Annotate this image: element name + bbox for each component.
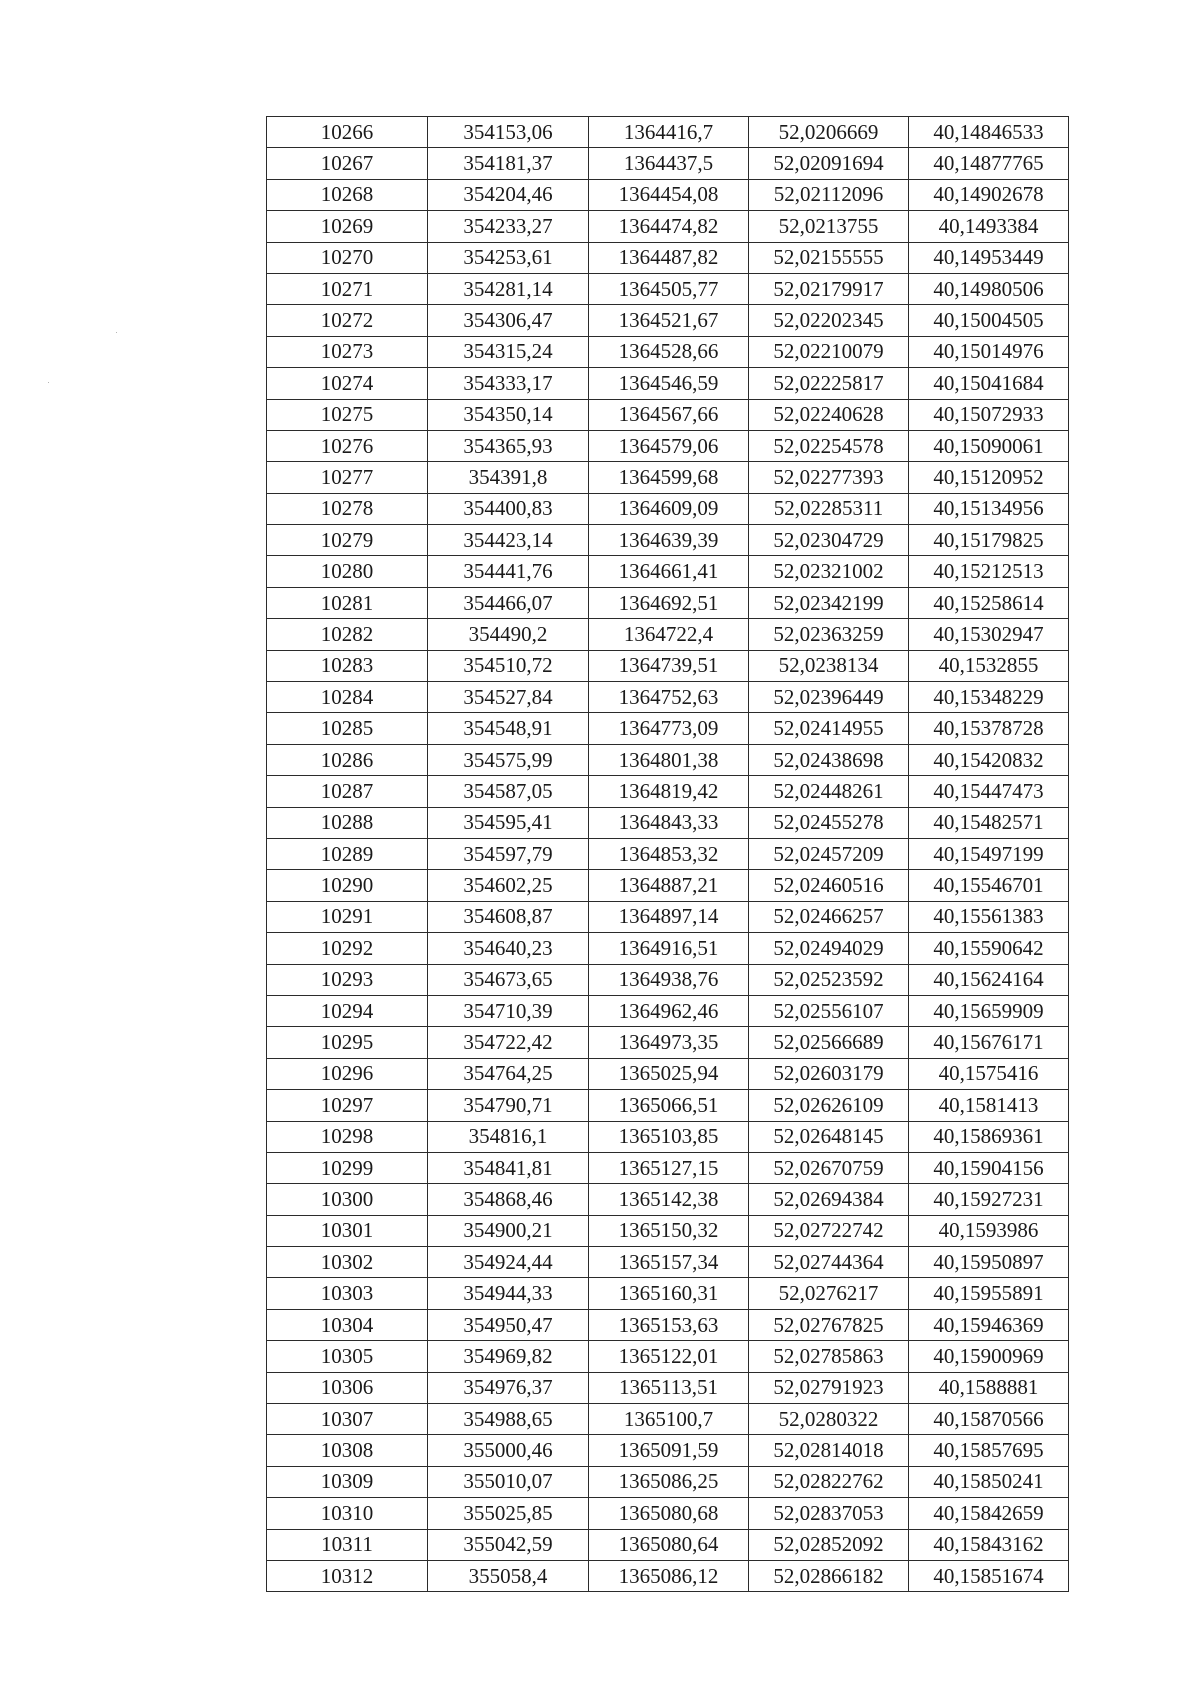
table-row bbox=[267, 179, 1069, 210]
x-coordinate-cell: 354790,71 bbox=[428, 1090, 589, 1121]
longitude-cell: 40,14980506 bbox=[909, 273, 1069, 304]
point-number-cell: 10302 bbox=[267, 1247, 428, 1278]
table-row bbox=[267, 399, 1069, 430]
y-coordinate-cell: 1364437,5 bbox=[589, 148, 749, 179]
table-row bbox=[267, 901, 1069, 932]
x-coordinate-cell: 354944,33 bbox=[428, 1278, 589, 1309]
table-row bbox=[267, 148, 1069, 179]
latitude-cell: 52,02648145 bbox=[749, 1121, 909, 1152]
latitude-cell: 52,02460516 bbox=[749, 870, 909, 901]
table-row bbox=[267, 682, 1069, 713]
x-coordinate-cell: 354333,17 bbox=[428, 368, 589, 399]
point-number-cell: 10312 bbox=[267, 1560, 428, 1591]
x-coordinate-cell: 355042,59 bbox=[428, 1529, 589, 1560]
table-row bbox=[267, 336, 1069, 367]
x-coordinate-cell: 354764,25 bbox=[428, 1058, 589, 1089]
point-number-cell: 10269 bbox=[267, 211, 428, 242]
table-row bbox=[267, 776, 1069, 807]
longitude-cell: 40,15624164 bbox=[909, 964, 1069, 995]
table-row bbox=[267, 556, 1069, 587]
latitude-cell: 52,02767825 bbox=[749, 1309, 909, 1340]
table-row bbox=[267, 744, 1069, 775]
x-coordinate-cell: 354969,82 bbox=[428, 1341, 589, 1372]
y-coordinate-cell: 1364505,77 bbox=[589, 273, 749, 304]
x-coordinate-cell: 354306,47 bbox=[428, 305, 589, 336]
x-coordinate-cell: 354673,65 bbox=[428, 964, 589, 995]
table-row bbox=[267, 117, 1069, 148]
latitude-cell: 52,02603179 bbox=[749, 1058, 909, 1089]
point-number-cell: 10289 bbox=[267, 838, 428, 869]
table-row bbox=[267, 211, 1069, 242]
longitude-cell: 40,1581413 bbox=[909, 1090, 1069, 1121]
point-number-cell: 10291 bbox=[267, 901, 428, 932]
x-coordinate-cell: 354988,65 bbox=[428, 1404, 589, 1435]
longitude-cell: 40,15851674 bbox=[909, 1560, 1069, 1591]
longitude-cell: 40,15212513 bbox=[909, 556, 1069, 587]
latitude-cell: 52,02837053 bbox=[749, 1498, 909, 1529]
longitude-cell: 40,15348229 bbox=[909, 682, 1069, 713]
y-coordinate-cell: 1364887,21 bbox=[589, 870, 749, 901]
latitude-cell: 52,02722742 bbox=[749, 1215, 909, 1246]
x-coordinate-cell: 354816,1 bbox=[428, 1121, 589, 1152]
y-coordinate-cell: 1364567,66 bbox=[589, 399, 749, 430]
point-number-cell: 10308 bbox=[267, 1435, 428, 1466]
longitude-cell: 40,15561383 bbox=[909, 901, 1069, 932]
point-number-cell: 10298 bbox=[267, 1121, 428, 1152]
point-number-cell: 10309 bbox=[267, 1466, 428, 1497]
y-coordinate-cell: 1364692,51 bbox=[589, 587, 749, 618]
x-coordinate-cell: 354153,06 bbox=[428, 117, 589, 148]
x-coordinate-cell: 355025,85 bbox=[428, 1498, 589, 1529]
x-coordinate-cell: 354595,41 bbox=[428, 807, 589, 838]
table-row bbox=[267, 1560, 1069, 1591]
table-row bbox=[267, 1027, 1069, 1058]
y-coordinate-cell: 1364546,59 bbox=[589, 368, 749, 399]
point-number-cell: 10266 bbox=[267, 117, 428, 148]
table-row bbox=[267, 1058, 1069, 1089]
y-coordinate-cell: 1364843,33 bbox=[589, 807, 749, 838]
latitude-cell: 52,02321002 bbox=[749, 556, 909, 587]
x-coordinate-cell: 354181,37 bbox=[428, 148, 589, 179]
y-coordinate-cell: 1364579,06 bbox=[589, 430, 749, 461]
latitude-cell: 52,0280322 bbox=[749, 1404, 909, 1435]
table-row bbox=[267, 807, 1069, 838]
latitude-cell: 52,02342199 bbox=[749, 587, 909, 618]
longitude-cell: 40,15946369 bbox=[909, 1309, 1069, 1340]
y-coordinate-cell: 1364487,82 bbox=[589, 242, 749, 273]
latitude-cell: 52,02112096 bbox=[749, 179, 909, 210]
longitude-cell: 40,15904156 bbox=[909, 1152, 1069, 1183]
y-coordinate-cell: 1364739,51 bbox=[589, 650, 749, 681]
point-number-cell: 10296 bbox=[267, 1058, 428, 1089]
point-number-cell: 10282 bbox=[267, 619, 428, 650]
table-row bbox=[267, 1152, 1069, 1183]
longitude-cell: 40,15659909 bbox=[909, 995, 1069, 1026]
table-row bbox=[267, 1309, 1069, 1340]
latitude-cell: 52,02304729 bbox=[749, 525, 909, 556]
x-coordinate-cell: 354597,79 bbox=[428, 838, 589, 869]
x-coordinate-cell: 354253,61 bbox=[428, 242, 589, 273]
y-coordinate-cell: 1365080,68 bbox=[589, 1498, 749, 1529]
x-coordinate-cell: 354510,72 bbox=[428, 650, 589, 681]
x-coordinate-cell: 354281,14 bbox=[428, 273, 589, 304]
longitude-cell: 40,15869361 bbox=[909, 1121, 1069, 1152]
table-row bbox=[267, 525, 1069, 556]
longitude-cell: 40,15870566 bbox=[909, 1404, 1069, 1435]
point-number-cell: 10276 bbox=[267, 430, 428, 461]
y-coordinate-cell: 1364973,35 bbox=[589, 1027, 749, 1058]
longitude-cell: 40,15179825 bbox=[909, 525, 1069, 556]
coordinate-table bbox=[266, 116, 1069, 1592]
point-number-cell: 10285 bbox=[267, 713, 428, 744]
latitude-cell: 52,02225817 bbox=[749, 368, 909, 399]
y-coordinate-cell: 1365066,51 bbox=[589, 1090, 749, 1121]
x-coordinate-cell: 354391,8 bbox=[428, 462, 589, 493]
y-coordinate-cell: 1364474,82 bbox=[589, 211, 749, 242]
x-coordinate-cell: 354710,39 bbox=[428, 995, 589, 1026]
longitude-cell: 40,14902678 bbox=[909, 179, 1069, 210]
point-number-cell: 10297 bbox=[267, 1090, 428, 1121]
longitude-cell: 40,1575416 bbox=[909, 1058, 1069, 1089]
point-number-cell: 10274 bbox=[267, 368, 428, 399]
table-row bbox=[267, 619, 1069, 650]
latitude-cell: 52,0238134 bbox=[749, 650, 909, 681]
y-coordinate-cell: 1365100,7 bbox=[589, 1404, 749, 1435]
point-number-cell: 10305 bbox=[267, 1341, 428, 1372]
y-coordinate-cell: 1364639,39 bbox=[589, 525, 749, 556]
x-coordinate-cell: 354423,14 bbox=[428, 525, 589, 556]
x-coordinate-cell: 354548,91 bbox=[428, 713, 589, 744]
table-row bbox=[267, 1466, 1069, 1497]
y-coordinate-cell: 1364819,42 bbox=[589, 776, 749, 807]
latitude-cell: 52,02179917 bbox=[749, 273, 909, 304]
point-number-cell: 10271 bbox=[267, 273, 428, 304]
y-coordinate-cell: 1365113,51 bbox=[589, 1372, 749, 1403]
point-number-cell: 10292 bbox=[267, 933, 428, 964]
point-number-cell: 10295 bbox=[267, 1027, 428, 1058]
y-coordinate-cell: 1364416,7 bbox=[589, 117, 749, 148]
x-coordinate-cell: 354233,27 bbox=[428, 211, 589, 242]
latitude-cell: 52,02694384 bbox=[749, 1184, 909, 1215]
y-coordinate-cell: 1365153,63 bbox=[589, 1309, 749, 1340]
latitude-cell: 52,02285311 bbox=[749, 493, 909, 524]
table-row bbox=[267, 713, 1069, 744]
table-row bbox=[267, 305, 1069, 336]
table-row bbox=[267, 1247, 1069, 1278]
y-coordinate-cell: 1364801,38 bbox=[589, 744, 749, 775]
longitude-cell: 40,15482571 bbox=[909, 807, 1069, 838]
y-coordinate-cell: 1364528,66 bbox=[589, 336, 749, 367]
x-coordinate-cell: 354490,2 bbox=[428, 619, 589, 650]
point-number-cell: 10281 bbox=[267, 587, 428, 618]
table-row bbox=[267, 1090, 1069, 1121]
longitude-cell: 40,15120952 bbox=[909, 462, 1069, 493]
latitude-cell: 52,02363259 bbox=[749, 619, 909, 650]
latitude-cell: 52,02814018 bbox=[749, 1435, 909, 1466]
longitude-cell: 40,15950897 bbox=[909, 1247, 1069, 1278]
y-coordinate-cell: 1364938,76 bbox=[589, 964, 749, 995]
x-coordinate-cell: 354204,46 bbox=[428, 179, 589, 210]
latitude-cell: 52,02466257 bbox=[749, 901, 909, 932]
point-number-cell: 10275 bbox=[267, 399, 428, 430]
x-coordinate-cell: 354608,87 bbox=[428, 901, 589, 932]
point-number-cell: 10306 bbox=[267, 1372, 428, 1403]
y-coordinate-cell: 1364752,63 bbox=[589, 682, 749, 713]
x-coordinate-cell: 355010,07 bbox=[428, 1466, 589, 1497]
y-coordinate-cell: 1365080,64 bbox=[589, 1529, 749, 1560]
longitude-cell: 40,14877765 bbox=[909, 148, 1069, 179]
point-number-cell: 10299 bbox=[267, 1152, 428, 1183]
x-coordinate-cell: 354950,47 bbox=[428, 1309, 589, 1340]
y-coordinate-cell: 1364599,68 bbox=[589, 462, 749, 493]
longitude-cell: 40,15378728 bbox=[909, 713, 1069, 744]
latitude-cell: 52,0276217 bbox=[749, 1278, 909, 1309]
y-coordinate-cell: 1365160,31 bbox=[589, 1278, 749, 1309]
point-number-cell: 10280 bbox=[267, 556, 428, 587]
table-row bbox=[267, 242, 1069, 273]
point-number-cell: 10270 bbox=[267, 242, 428, 273]
longitude-cell: 40,15927231 bbox=[909, 1184, 1069, 1215]
table-row bbox=[267, 430, 1069, 461]
x-coordinate-cell: 354640,23 bbox=[428, 933, 589, 964]
table-row bbox=[267, 1372, 1069, 1403]
latitude-cell: 52,02822762 bbox=[749, 1466, 909, 1497]
latitude-cell: 52,02210079 bbox=[749, 336, 909, 367]
point-number-cell: 10286 bbox=[267, 744, 428, 775]
point-number-cell: 10300 bbox=[267, 1184, 428, 1215]
y-coordinate-cell: 1364962,46 bbox=[589, 995, 749, 1026]
latitude-cell: 52,02396449 bbox=[749, 682, 909, 713]
table-row bbox=[267, 995, 1069, 1026]
point-number-cell: 10307 bbox=[267, 1404, 428, 1435]
longitude-cell: 40,15590642 bbox=[909, 933, 1069, 964]
y-coordinate-cell: 1364521,67 bbox=[589, 305, 749, 336]
latitude-cell: 52,02866182 bbox=[749, 1560, 909, 1591]
x-coordinate-cell: 354466,07 bbox=[428, 587, 589, 618]
y-coordinate-cell: 1364454,08 bbox=[589, 179, 749, 210]
table-row bbox=[267, 964, 1069, 995]
x-coordinate-cell: 354365,93 bbox=[428, 430, 589, 461]
longitude-cell: 40,1593986 bbox=[909, 1215, 1069, 1246]
longitude-cell: 40,15014976 bbox=[909, 336, 1069, 367]
latitude-cell: 52,02438698 bbox=[749, 744, 909, 775]
latitude-cell: 52,02240628 bbox=[749, 399, 909, 430]
table-row bbox=[267, 838, 1069, 869]
x-coordinate-cell: 354400,83 bbox=[428, 493, 589, 524]
longitude-cell: 40,15134956 bbox=[909, 493, 1069, 524]
x-coordinate-cell: 354602,25 bbox=[428, 870, 589, 901]
longitude-cell: 40,14846533 bbox=[909, 117, 1069, 148]
table-row bbox=[267, 870, 1069, 901]
table-row bbox=[267, 368, 1069, 399]
longitude-cell: 40,15497199 bbox=[909, 838, 1069, 869]
table-row bbox=[267, 650, 1069, 681]
x-coordinate-cell: 355058,4 bbox=[428, 1560, 589, 1591]
point-number-cell: 10283 bbox=[267, 650, 428, 681]
latitude-cell: 52,02448261 bbox=[749, 776, 909, 807]
latitude-cell: 52,02852092 bbox=[749, 1529, 909, 1560]
latitude-cell: 52,02494029 bbox=[749, 933, 909, 964]
point-number-cell: 10273 bbox=[267, 336, 428, 367]
longitude-cell: 40,15843162 bbox=[909, 1529, 1069, 1560]
latitude-cell: 52,02457209 bbox=[749, 838, 909, 869]
point-number-cell: 10287 bbox=[267, 776, 428, 807]
latitude-cell: 52,02791923 bbox=[749, 1372, 909, 1403]
y-coordinate-cell: 1364661,41 bbox=[589, 556, 749, 587]
latitude-cell: 52,02566689 bbox=[749, 1027, 909, 1058]
longitude-cell: 40,1532855 bbox=[909, 650, 1069, 681]
latitude-cell: 52,02414955 bbox=[749, 713, 909, 744]
latitude-cell: 52,02091694 bbox=[749, 148, 909, 179]
point-number-cell: 10277 bbox=[267, 462, 428, 493]
point-number-cell: 10267 bbox=[267, 148, 428, 179]
table-row bbox=[267, 1498, 1069, 1529]
table-row bbox=[267, 587, 1069, 618]
latitude-cell: 52,02744364 bbox=[749, 1247, 909, 1278]
point-number-cell: 10304 bbox=[267, 1309, 428, 1340]
latitude-cell: 52,02254578 bbox=[749, 430, 909, 461]
point-number-cell: 10294 bbox=[267, 995, 428, 1026]
y-coordinate-cell: 1364609,09 bbox=[589, 493, 749, 524]
longitude-cell: 40,1493384 bbox=[909, 211, 1069, 242]
latitude-cell: 52,02556107 bbox=[749, 995, 909, 1026]
x-coordinate-cell: 354868,46 bbox=[428, 1184, 589, 1215]
table-row bbox=[267, 1341, 1069, 1372]
table-row bbox=[267, 1435, 1069, 1466]
x-coordinate-cell: 354924,44 bbox=[428, 1247, 589, 1278]
point-number-cell: 10272 bbox=[267, 305, 428, 336]
longitude-cell: 40,15447473 bbox=[909, 776, 1069, 807]
x-coordinate-cell: 354976,37 bbox=[428, 1372, 589, 1403]
scan-speck bbox=[116, 332, 117, 333]
y-coordinate-cell: 1364897,14 bbox=[589, 901, 749, 932]
latitude-cell: 52,0206669 bbox=[749, 117, 909, 148]
x-coordinate-cell: 354350,14 bbox=[428, 399, 589, 430]
x-coordinate-cell: 354900,21 bbox=[428, 1215, 589, 1246]
x-coordinate-cell: 354315,24 bbox=[428, 336, 589, 367]
point-number-cell: 10279 bbox=[267, 525, 428, 556]
latitude-cell: 52,02626109 bbox=[749, 1090, 909, 1121]
table-row bbox=[267, 1121, 1069, 1152]
table-row bbox=[267, 1529, 1069, 1560]
longitude-cell: 40,15258614 bbox=[909, 587, 1069, 618]
latitude-cell: 52,02670759 bbox=[749, 1152, 909, 1183]
y-coordinate-cell: 1365086,25 bbox=[589, 1466, 749, 1497]
longitude-cell: 40,15842659 bbox=[909, 1498, 1069, 1529]
table-row bbox=[267, 462, 1069, 493]
y-coordinate-cell: 1365142,38 bbox=[589, 1184, 749, 1215]
longitude-cell: 40,1588881 bbox=[909, 1372, 1069, 1403]
latitude-cell: 52,02202345 bbox=[749, 305, 909, 336]
y-coordinate-cell: 1364773,09 bbox=[589, 713, 749, 744]
longitude-cell: 40,15900969 bbox=[909, 1341, 1069, 1372]
longitude-cell: 40,15546701 bbox=[909, 870, 1069, 901]
longitude-cell: 40,15420832 bbox=[909, 744, 1069, 775]
table-row bbox=[267, 1278, 1069, 1309]
point-number-cell: 10288 bbox=[267, 807, 428, 838]
longitude-cell: 40,15041684 bbox=[909, 368, 1069, 399]
x-coordinate-cell: 354587,05 bbox=[428, 776, 589, 807]
point-number-cell: 10278 bbox=[267, 493, 428, 524]
x-coordinate-cell: 354722,42 bbox=[428, 1027, 589, 1058]
longitude-cell: 40,15857695 bbox=[909, 1435, 1069, 1466]
x-coordinate-cell: 354841,81 bbox=[428, 1152, 589, 1183]
point-number-cell: 10293 bbox=[267, 964, 428, 995]
longitude-cell: 40,15004505 bbox=[909, 305, 1069, 336]
latitude-cell: 52,02785863 bbox=[749, 1341, 909, 1372]
x-coordinate-cell: 354527,84 bbox=[428, 682, 589, 713]
longitude-cell: 40,15955891 bbox=[909, 1278, 1069, 1309]
latitude-cell: 52,02277393 bbox=[749, 462, 909, 493]
y-coordinate-cell: 1365122,01 bbox=[589, 1341, 749, 1372]
point-number-cell: 10268 bbox=[267, 179, 428, 210]
y-coordinate-cell: 1364916,51 bbox=[589, 933, 749, 964]
point-number-cell: 10310 bbox=[267, 1498, 428, 1529]
longitude-cell: 40,14953449 bbox=[909, 242, 1069, 273]
y-coordinate-cell: 1364853,32 bbox=[589, 838, 749, 869]
table-row bbox=[267, 1404, 1069, 1435]
point-number-cell: 10290 bbox=[267, 870, 428, 901]
table-row bbox=[267, 1215, 1069, 1246]
y-coordinate-cell: 1365103,85 bbox=[589, 1121, 749, 1152]
point-number-cell: 10284 bbox=[267, 682, 428, 713]
latitude-cell: 52,02455278 bbox=[749, 807, 909, 838]
latitude-cell: 52,02523592 bbox=[749, 964, 909, 995]
latitude-cell: 52,02155555 bbox=[749, 242, 909, 273]
x-coordinate-cell: 355000,46 bbox=[428, 1435, 589, 1466]
longitude-cell: 40,15072933 bbox=[909, 399, 1069, 430]
point-number-cell: 10303 bbox=[267, 1278, 428, 1309]
scan-speck bbox=[48, 382, 49, 383]
x-coordinate-cell: 354575,99 bbox=[428, 744, 589, 775]
longitude-cell: 40,15850241 bbox=[909, 1466, 1069, 1497]
point-number-cell: 10301 bbox=[267, 1215, 428, 1246]
longitude-cell: 40,15302947 bbox=[909, 619, 1069, 650]
y-coordinate-cell: 1364722,4 bbox=[589, 619, 749, 650]
y-coordinate-cell: 1365086,12 bbox=[589, 1560, 749, 1591]
y-coordinate-cell: 1365157,34 bbox=[589, 1247, 749, 1278]
table-row bbox=[267, 493, 1069, 524]
latitude-cell: 52,0213755 bbox=[749, 211, 909, 242]
table-row bbox=[267, 273, 1069, 304]
table-row bbox=[267, 933, 1069, 964]
longitude-cell: 40,15090061 bbox=[909, 430, 1069, 461]
point-number-cell: 10311 bbox=[267, 1529, 428, 1560]
table-row bbox=[267, 1184, 1069, 1215]
y-coordinate-cell: 1365150,32 bbox=[589, 1215, 749, 1246]
y-coordinate-cell: 1365025,94 bbox=[589, 1058, 749, 1089]
longitude-cell: 40,15676171 bbox=[909, 1027, 1069, 1058]
y-coordinate-cell: 1365091,59 bbox=[589, 1435, 749, 1466]
coordinate-table-body bbox=[267, 117, 1069, 1592]
x-coordinate-cell: 354441,76 bbox=[428, 556, 589, 587]
y-coordinate-cell: 1365127,15 bbox=[589, 1152, 749, 1183]
